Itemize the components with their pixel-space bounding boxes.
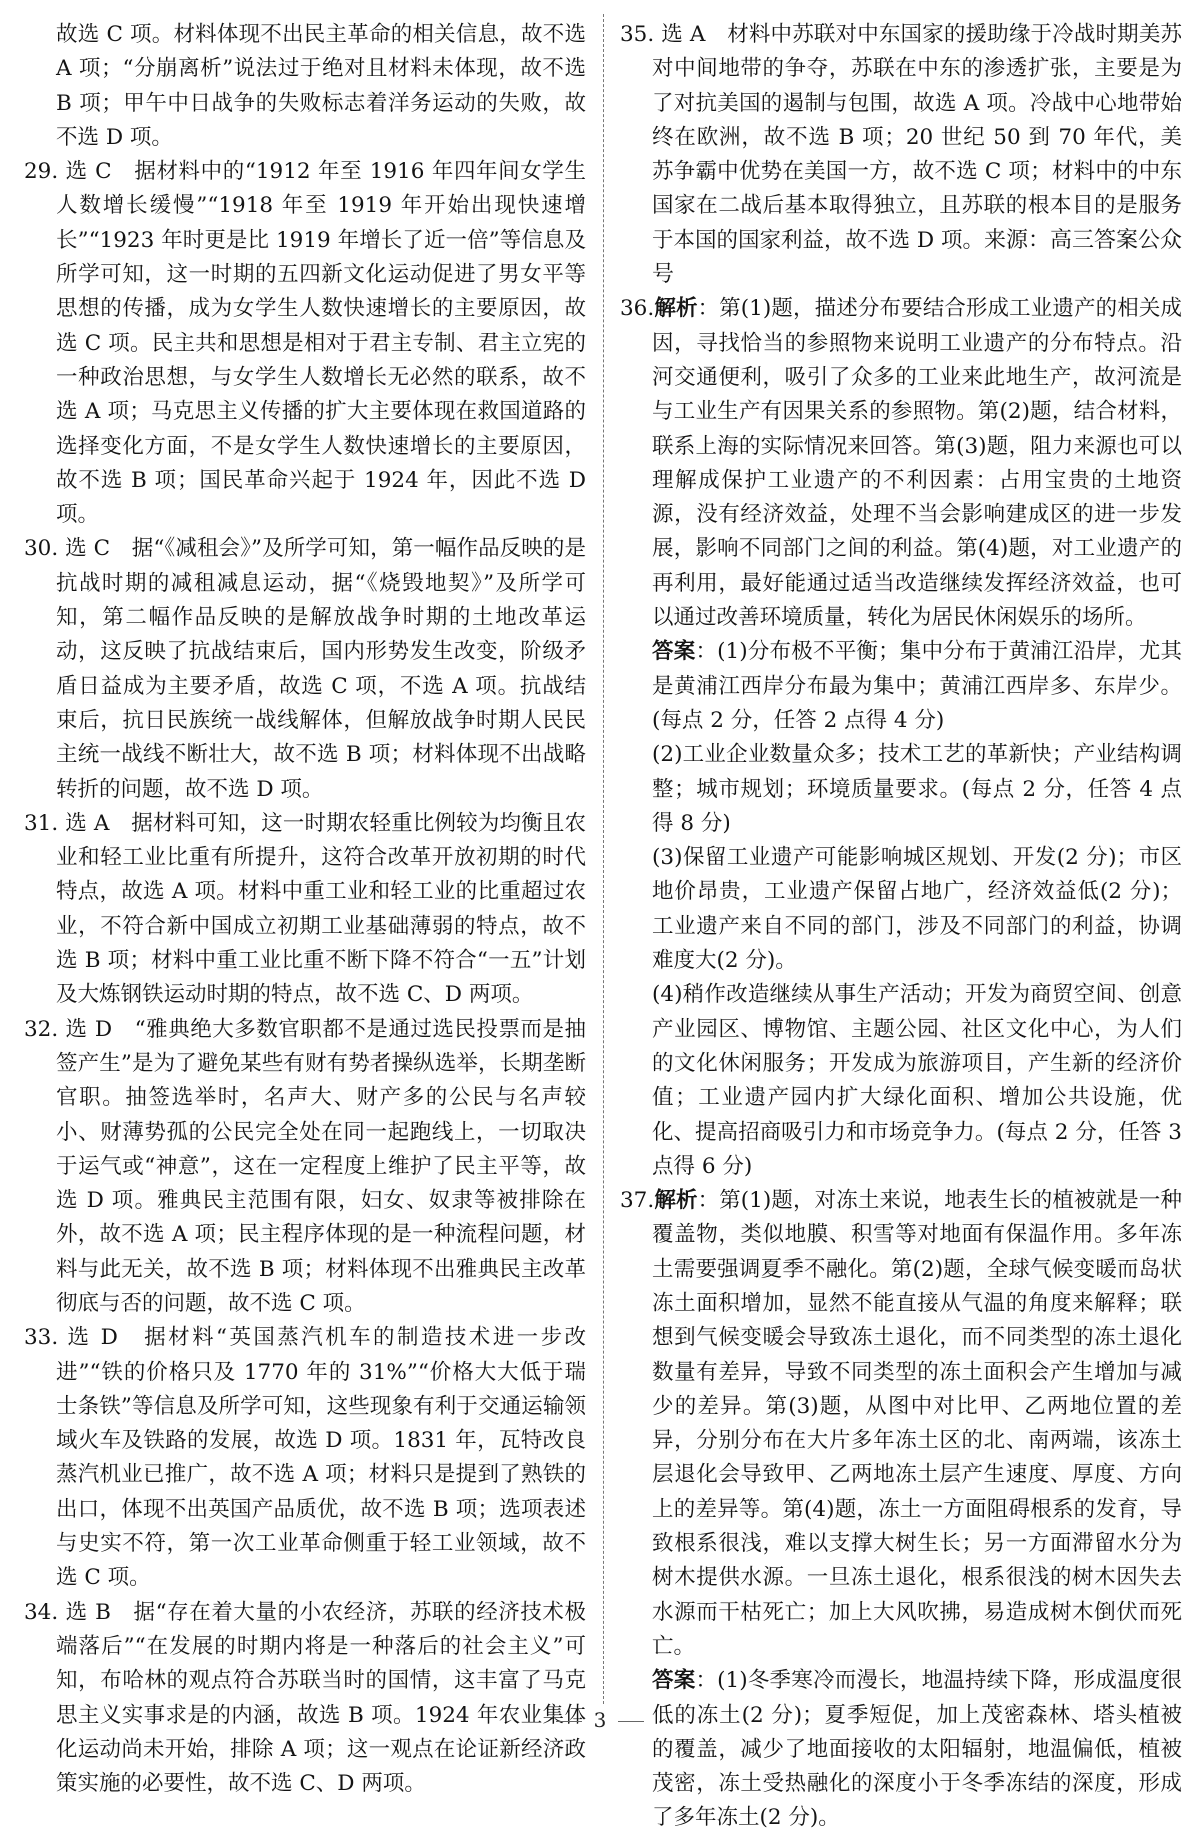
answer-37-number: 37. xyxy=(620,1188,655,1214)
analysis-label: 解析 xyxy=(654,1188,698,1214)
answer-36-analysis xyxy=(620,292,1182,635)
footer-dash-right xyxy=(618,1721,644,1722)
analysis-label: 解析 xyxy=(654,296,698,322)
footer-dash-left xyxy=(556,1721,582,1722)
answer-31: 31. 选 A 据材料可知，这一时期农轻重比例较为均衡且农业和轻工业比重有所提升，这符合改革开放初期的时代特点，故选 A 项。材料中重工业和轻工业的比重超过农业，不符合新中国成立初期工业基础薄弱的特点，故不选 B 项；材料中重工业比重不断下降不符合“一五”计划及大炼钢铁运动时期的特点，故不选 C、D 两项。 xyxy=(24,810,586,1008)
page-footer xyxy=(0,1708,1200,1732)
answer-33: 33. 选 D 据材料“英国蒸汽机车的制造技术进一步改进”“铁的价格只及 1770 年的 31%”“价格大大低于瑞士条铁”等信息及所学可知，这些现象有利于交通运输领域火车及铁路的发展，故选 D 项。1831 年，瓦特改良蒸汽机业已推广，故不选 A 项；材料只是提到了熟铁的出口，体现不出英国产品质优，故不选 B 项；选项表述与史实不符，第一次工业革命侧重于轻工业领域，故不选 C 项。 xyxy=(24,1325,586,1591)
answer-37-part-1 xyxy=(620,1664,1182,1835)
answer-30: 30. 选 C 据“《减租会》”及所学可知，第一幅作品反映的是抗战时期的减租减息运动，据“《烧毁地契》”及所学可知，第二幅作品反映的是解放战争时期的土地改革运动，这反映了抗战结束后，国内形势发生改变，阶级矛盾日益成为主要矛盾，故选 C 项，不选 A 项。抗战结束后，抗日民族统一战线解体，但解放战争时期人民民主统一战线不断壮大，故不选 B 项；材料体现不出战略转折的问题，故不选 D 项。 xyxy=(24,536,586,802)
answer-label: 答案 xyxy=(652,639,696,665)
answer-36-part-1-text: ：(1)分布极不平衡；集中分布于黄浦江沿岸，尤其是黄浦江西岸分布最为集中；黄浦江西岸多、东岸少。(每点 2 分，任答 2 点得 4 分) xyxy=(652,639,1182,733)
answer-34: 34. 选 B 据“存在着大量的小农经济，苏联的经济技术极端落后”“在发展的时期内将是一种落后的社会主义”可知，布哈林的观点符合苏联当时的国情，这丰富了马克思主义实事求是的内涵，故选 B 项。1924 年农业集体化运动尚未开始，排除 A 项；这一观点在论证新经济政策实施的必要性，故不选 C、D 两项。 xyxy=(24,1599,586,1797)
page-number: 3 xyxy=(593,1708,607,1732)
answer-37-part-1-text: ：(1)冬季寒冷而漫长，地温持续下降，形成温度很低的冻土(2 分)；夏季短促，加上茂密森林、塔头植被的覆盖，减少了地面接收的太阳辐射，地温偏低，植被茂密，冻土受热融化的深度小于冬季冻结的深度，形成了多年冻土(2 分)。 xyxy=(652,1668,1182,1831)
column-divider xyxy=(603,14,604,1704)
answer-36-part-1 xyxy=(620,635,1182,738)
answer-label: 答案 xyxy=(652,1668,696,1694)
answer-29: 29. 选 C 据材料中的“1912 年至 1916 年四年间女学生人数增长缓慢”“1918 年至 1919 年开始出现快速增长”“1923 年时更是比 1919 年增长了近一倍”等信息及所学可知，这一时期的五四新文化运动促进了男女平等思想的传播，成为女学生人数快速增长的主要原因，故选 C 项。民主共和思想是相对于君主专制、君主立宪的一种政治思想，与女学生人数增长无必然的联系，故不选 A 项；马克思主义传播的扩大主要体现在救国道路的选择变化方面，不是女学生人数快速增长的主要原因，故不选 B 项；国民革命兴起于 1924 年，因此不选 D 项。 xyxy=(24,159,586,528)
source-watermark-text: 来源：高三答案公众号 xyxy=(652,227,1182,288)
left-column xyxy=(24,18,586,1801)
answer-35-text: 35. 选 A 材料中苏联对中东国家的援助缘于冷战时期美苏对中间地带的争夺，苏联在中东的渗透扩张，主要是为了对抗美国的遏制与包围，故选 A 项。冷战中心地带始终在欧洲，故不选 B 项；20 世纪 50 到 70 年代，美苏争霸中优势在美国一方，故不选 C 项；材料中的中东国家在二战后基本取得独立，且苏联的根本目的是服务于本国的国家利益，故不选 D 项。 xyxy=(620,22,1182,253)
answer-36-part-4: (4)稍作改造继续从事生产活动；开发为商贸空间、创意产业园区、博物馆、主题公园、社区文化中心，为人们的文化休闲服务；开发成为旅游项目，产生新的经济价值；工业遗产园内扩大绿化面积、增加公共设施，优化、提高招商吸引力和市场竞争力。(每点 2 分，任答 3 点得 6 分) xyxy=(652,982,1182,1179)
answer-36-part-3: (3)保留工业遗产可能影响城区规划、开发(2 分)；市区地价昂贵，工业遗产保留占地广，经济效益低(2 分)；工业遗产来自不同的部门，涉及不同部门的利益，协调难度大(2 分)。 xyxy=(652,845,1182,974)
answer-36-number: 36. xyxy=(620,296,655,322)
answer-28-continuation: 故选 C 项。材料体现不出民主革命的相关信息，故不选 A 项；“分崩离析”说法过于绝对且材料未体现，故不选 B 项；甲午中日战争的失败标志着洋务运动的失败，故不选 D 项。 xyxy=(56,22,586,150)
answer-35 xyxy=(620,18,1182,292)
answer-37-analysis xyxy=(620,1184,1182,1664)
answer-36-analysis-text: ：第(1)题，描述分布要结合形成工业遗产的相关成因，寻找恰当的参照物来说明工业遗产的分布特点。沿河交通便利，吸引了众多的工业来此地生产，故河流是与工业生产有因果关系的参照物。第(2)题，结合材料，联系上海的实际情况来回答。第(3)题，阻力来源也可以理解成保护工业遗产的不利因素：占用宝贵的土地资源，没有经济效益，处理不当会影响建成区的进一步发展，影响不同部门之间的利益。第(4)题，对工业遗产的再利用，最好能通过适当改造继续发挥经济效益，也可以通过改善环境质量，转化为居民休闲娱乐的场所。 xyxy=(652,296,1182,631)
answer-32: 32. 选 D “雅典绝大多数官职都不是通过选民投票而是抽签产生”是为了避免某些有财有势者操纵选举，长期垄断官职。抽签选举时，名声大、财产多的公民与名声较小、财薄势孤的公民完全处在同一起跑线上，一切取决于运气或“神意”，这在一定程度上维护了民主平等，故选 D 项。雅典民主范围有限，妇女、奴隶等被排除在外，故不选 A 项；民主程序体现的是一种流程问题，材料与此无关，故不选 B 项；材料体现不出雅典民主改革彻底与否的问题，故不选 C 项。 xyxy=(24,1016,586,1316)
answer-36-part-2: (2)工业企业数量众多；技术工艺的革新快；产业结构调整；城市规划；环境质量要求。(每点 2 分，任答 4 点得 8 分) xyxy=(652,742,1182,836)
right-column xyxy=(620,18,1182,1836)
answer-37-analysis-text: ：第(1)题，对冻土来说，地表生长的植被就是一种覆盖物，类似地膜、积雪等对地面有保温作用。多年冻土需要强调夏季不融化。第(2)题，全球气候变暖而岛状冻土面积增加，显然不能直接从气温的角度来解释；联想到气候变暖会导致冻土退化，而不同类型的冻土退化数量有差异，导致不同类型的冻土面积会产生增加与减少的差异。第(3)题，从图中对比甲、乙两地位置的差异，分别分布在大片多年冻土区的北、南两端，该冻土层退化会导致甲、乙两地冻土层产生速度、厚度、方向上的差异等。第(4)题，冻土一方面阻碍根系的发育，导致根系很浅，难以支撑大树生长；另一方面滞留水分为树木提供水源。一旦冻土退化，根系很浅的树木因失去水源而干枯死亡；加上大风吹拂，易造成树木倒伏而死亡。 xyxy=(652,1188,1182,1659)
